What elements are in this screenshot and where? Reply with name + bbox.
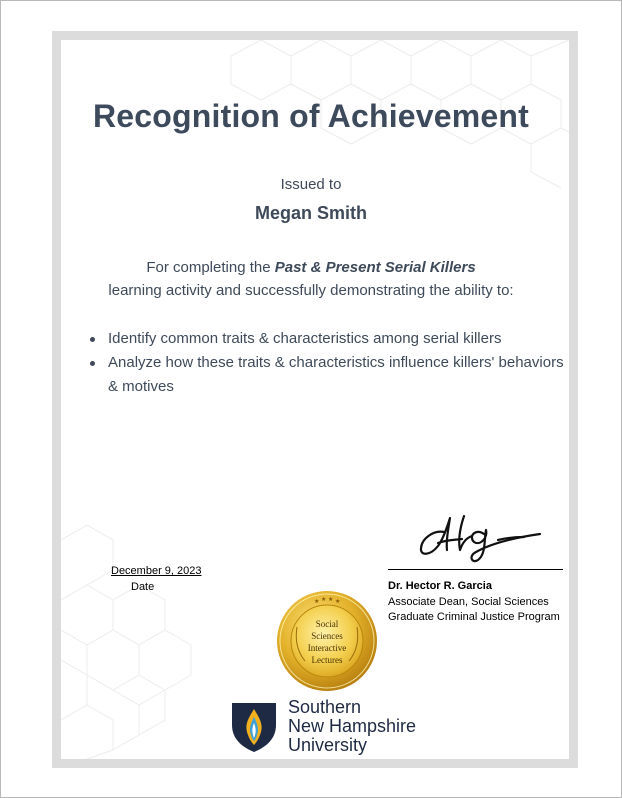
signer-block [388, 579, 560, 626]
signature-line [388, 569, 563, 570]
course-name: Past & Present Serial Killers [274, 259, 476, 276]
seal-text-line4: Lectures [311, 655, 343, 665]
university-name-line3: University [288, 735, 368, 755]
seal-text-line1: Social [315, 619, 339, 629]
seal-text-line2: Sciences [311, 631, 343, 641]
university-shield-logo-icon [230, 701, 278, 753]
issued-to-label: Issued to [280, 176, 342, 193]
signature-image [416, 510, 546, 565]
outcome-item: Analyze how these traits & characteristics influence killers' behaviors & motives [86, 351, 566, 399]
signer-title: Associate Dean, Social Sciences [388, 595, 549, 608]
date-label: Date [131, 581, 155, 593]
svg-text:★: ★ [314, 598, 320, 605]
university-name-line1: Southern [288, 697, 362, 717]
signer-program: Graduate Criminal Justice Program [388, 611, 560, 623]
learning-outcomes-list [86, 327, 566, 399]
intro-text-continued: learning activity and successfully demonstrating the ability to: [108, 282, 514, 299]
seal-badge-icon [275, 589, 379, 693]
certificate-title: Recognition of Achievement [92, 98, 530, 134]
svg-text:★: ★ [328, 596, 334, 603]
signer-name: Dr. Hector R. Garcia [388, 580, 492, 592]
intro-text: For completing the [146, 259, 275, 276]
seal-text-line3: Interactive [307, 643, 347, 653]
university-name-line2: New Hampshire [288, 716, 417, 736]
university-name [288, 698, 416, 755]
issue-date: December 9, 2023 [111, 565, 202, 577]
svg-text:★: ★ [335, 598, 341, 605]
svg-text:★: ★ [321, 596, 327, 603]
recipient-name: Megan Smith [254, 203, 367, 223]
completion-statement [0, 256, 622, 302]
outcome-item: Identify common traits & characteristics among serial killers [86, 327, 566, 351]
